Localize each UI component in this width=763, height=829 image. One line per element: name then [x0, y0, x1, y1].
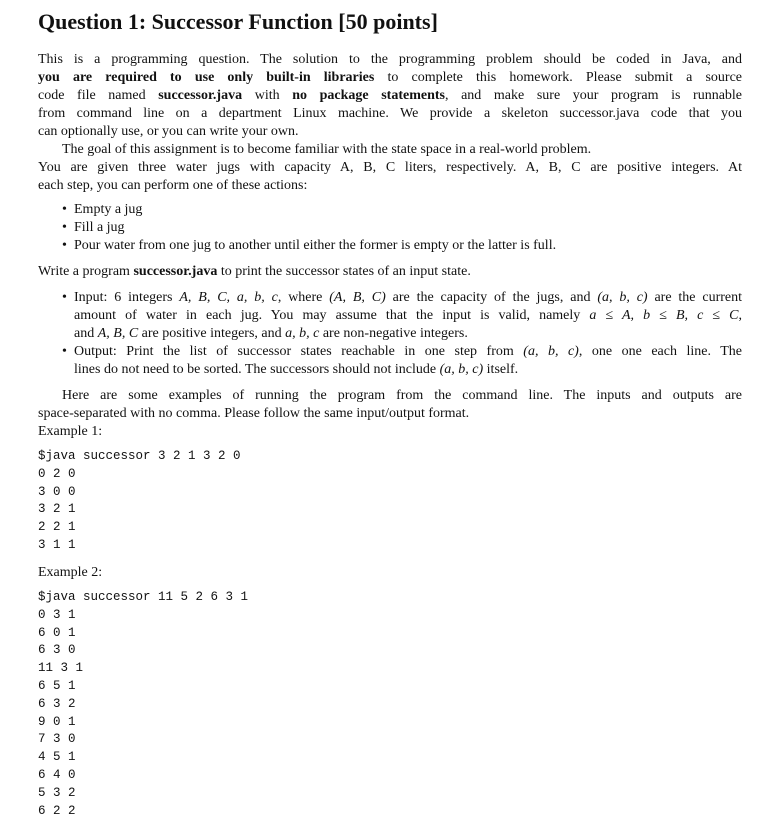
- text: are the current: [647, 290, 742, 305]
- text: Output: Print the list of successor states reachable in one step from: [74, 344, 524, 359]
- text-line: can optionally use, or you can write your own.: [38, 124, 299, 139]
- text: Input: 6 integers: [74, 290, 180, 305]
- code-line: 6 0 1: [38, 625, 76, 640]
- math: (A, B, C): [329, 290, 386, 305]
- math: (a, b, c): [597, 290, 648, 305]
- question-title: Question 1: Successor Function [50 points]: [38, 9, 438, 34]
- text: and: [74, 326, 98, 341]
- bullet-icon: •: [62, 290, 67, 305]
- text: to print the successor states of an input state.: [217, 264, 471, 279]
- text: code file named: [38, 88, 159, 103]
- text-line: [38, 307, 742, 325]
- text-line: [38, 263, 742, 281]
- math: A, B, C: [97, 326, 139, 341]
- bold-text: successor.java: [158, 88, 243, 103]
- text-line: [38, 361, 742, 379]
- bullet-icon: •: [62, 238, 67, 253]
- examples-paragraph: [38, 387, 742, 441]
- text-line: [38, 51, 742, 69]
- code-line: 9 0 1: [38, 714, 76, 729]
- example-2-label: Example 2:: [38, 565, 103, 580]
- text: are positive integers, and: [138, 326, 286, 341]
- code-line: 4 5 1: [38, 750, 76, 765]
- code-line: 6 3 0: [38, 643, 76, 658]
- list-item: [38, 219, 742, 237]
- math: (a, b, c): [523, 344, 579, 359]
- text: are non-negative integers.: [319, 326, 468, 341]
- bullet-icon: •: [62, 202, 67, 217]
- task-line: [38, 263, 742, 281]
- text-line: The goal of this assignment is to become familiar with the state space in a real-world problem.: [62, 142, 592, 157]
- spec-list: [38, 289, 742, 379]
- text: are the capacity of the jugs, and: [385, 290, 598, 305]
- text: lines do not need to be sorted. The successors should not include: [74, 362, 440, 377]
- text: This is a programming question. The solution to the programming problem should be coded in Java, and: [38, 52, 742, 67]
- text-line: [38, 325, 742, 343]
- text-line: [38, 87, 742, 105]
- code-line: 7 3 0: [38, 732, 76, 747]
- code-line: 6 2 2: [38, 803, 76, 818]
- example-2-heading: [38, 564, 742, 582]
- text: Pour water from one jug to another until either the former is empty or the latter is full.: [74, 238, 557, 253]
- intro-paragraph: [38, 51, 742, 195]
- example-2-code: [38, 589, 248, 820]
- list-item: [38, 201, 742, 219]
- text: Here are some examples of running the program from the command line. The inputs and outputs are: [62, 388, 742, 403]
- text: with: [242, 88, 293, 103]
- list-item-input: [38, 289, 742, 307]
- code-line: 11 3 1: [38, 661, 84, 676]
- text-line: [38, 159, 742, 177]
- math: A, B, C, a, b, c: [179, 290, 278, 305]
- code-line: 0 3 1: [38, 607, 76, 622]
- text: itself.: [483, 362, 519, 377]
- example-1-label: Example 1:: [38, 424, 103, 439]
- text: , one one each line. The: [578, 344, 742, 359]
- code-line: 2 2 1: [38, 520, 76, 535]
- text-line: [38, 105, 742, 123]
- code-line: 6 4 0: [38, 767, 76, 782]
- text: , where: [277, 290, 330, 305]
- text: Fill a jug: [74, 220, 125, 235]
- bullet-icon: •: [62, 344, 67, 359]
- text: ,: [738, 308, 742, 323]
- math: a, b, c: [285, 326, 320, 341]
- bold-text: you are required to use only built-in libraries: [38, 70, 375, 85]
- text-line: [38, 69, 742, 87]
- list-item: [38, 237, 742, 255]
- text-line: space-separated with no comma. Please follow the same input/output format.: [38, 406, 470, 421]
- text: amount of water in each jug. You may assume that the input is valid, namely: [74, 308, 590, 323]
- math: (a, b, c): [439, 362, 484, 377]
- text: from command line on a department Linux machine. We provide a skeleton successor.java code that you: [38, 106, 742, 121]
- code-line: 5 3 2: [38, 785, 76, 800]
- math: a ≤ A, b ≤ B, c ≤ C: [589, 308, 739, 323]
- code-line: 0 2 0: [38, 466, 76, 481]
- code-line: 6 3 2: [38, 696, 76, 711]
- code-line: 6 5 1: [38, 678, 76, 693]
- text-line: [38, 387, 742, 405]
- text-line: each step, you can perform one of these actions:: [38, 178, 308, 193]
- text: You are given three water jugs with capacity A, B, C liters, respectively. A, B, C are positive integers. At: [38, 160, 742, 175]
- bold-text: no package statements: [292, 88, 445, 103]
- code-line: $java successor 11 5 2 6 3 1: [38, 590, 249, 604]
- bullet-icon: •: [62, 220, 67, 235]
- text: to complete this homework. Please submit a source: [374, 70, 742, 85]
- text: Empty a jug: [74, 202, 143, 217]
- actions-list: [38, 201, 742, 255]
- bold-text: successor.java: [133, 264, 218, 279]
- code-line: 3 0 0: [38, 484, 76, 499]
- text: Write a program: [38, 264, 134, 279]
- list-item-output: [38, 343, 742, 361]
- example-1-code: [38, 448, 241, 555]
- code-line: 3 2 1: [38, 502, 76, 517]
- code-line: 3 1 1: [38, 537, 76, 552]
- text: , and make sure your program is runnable: [444, 88, 742, 103]
- code-line: $java successor 3 2 1 3 2 0: [38, 449, 241, 463]
